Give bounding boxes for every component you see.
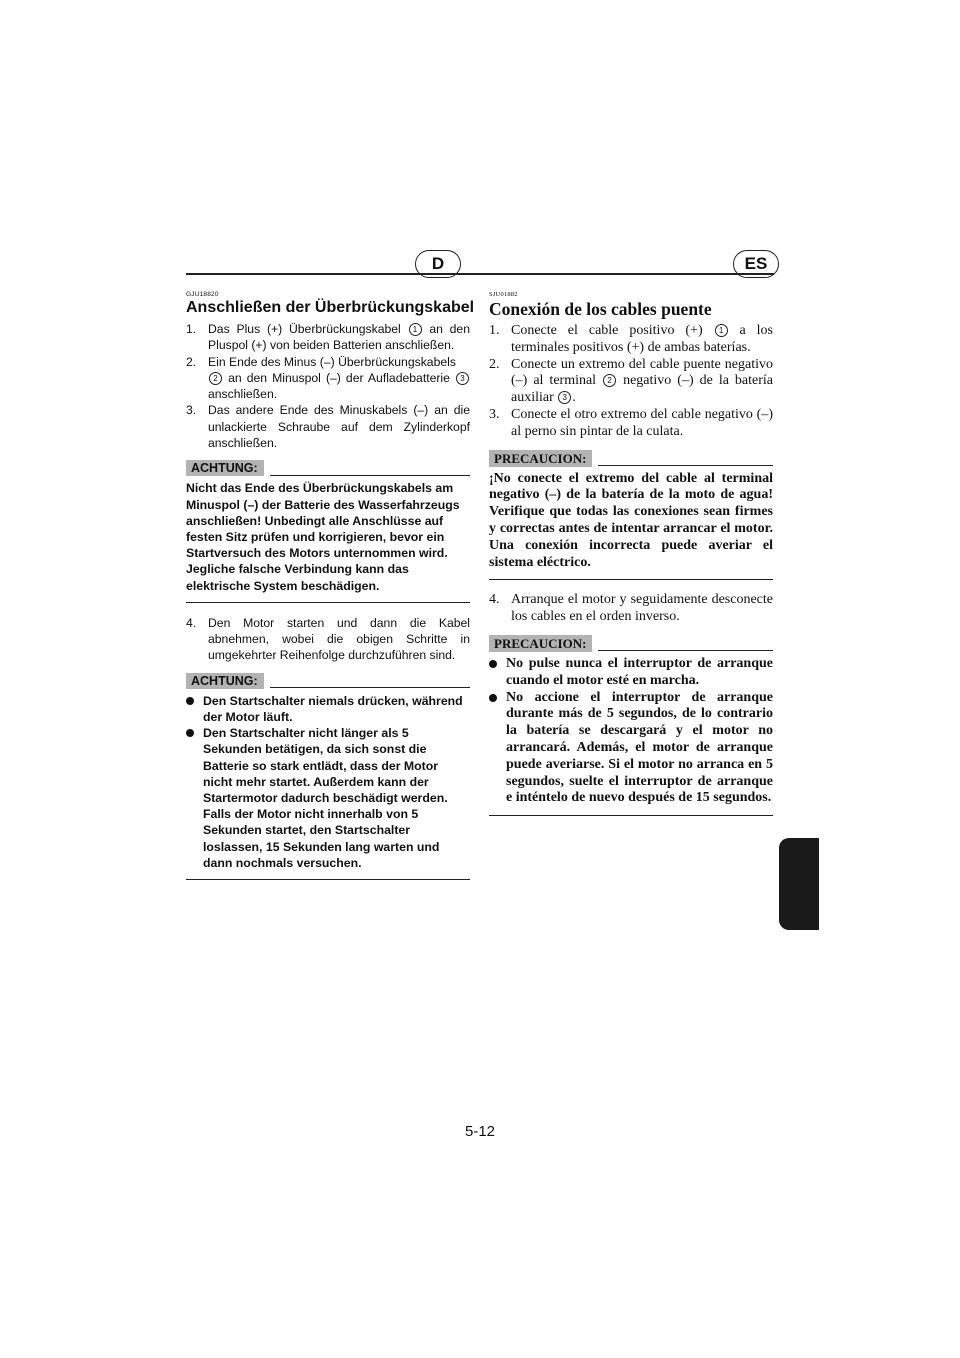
section-title: Conexión de los cables puente xyxy=(489,299,712,319)
bullet-dot-icon xyxy=(489,694,497,702)
step-1 xyxy=(186,321,470,354)
step-number: 1. xyxy=(489,323,500,338)
warning-end-rule xyxy=(489,579,773,580)
step-2 xyxy=(489,357,773,407)
warning-end-rule xyxy=(489,815,773,816)
step-number: 4. xyxy=(186,615,197,630)
section-code: SJU01882 xyxy=(489,291,518,298)
callout-marker: 3 xyxy=(456,372,469,385)
step-text: . xyxy=(572,390,576,406)
warning-label: ACHTUNG: xyxy=(186,460,264,476)
step-text: an den Pluspol (+) von beiden Batterien anschließen. xyxy=(208,322,470,353)
callout-marker: 2 xyxy=(209,372,222,385)
page-number: 5-12 xyxy=(464,1123,496,1140)
step-number: 1. xyxy=(186,322,197,336)
step-text: Conecte el cable positivo (+) xyxy=(511,323,714,338)
step-text: Ein Ende des Minus (–) Überbrückungskabels xyxy=(208,354,456,369)
step-text: Conecte un extremo del cable puente negativo (–) al terminal xyxy=(511,356,773,389)
step-text: an den Minuspol (–) der Aufladebatterie xyxy=(223,370,455,385)
step-2 xyxy=(186,354,470,403)
callout-marker: 1 xyxy=(409,323,422,336)
warning-rule xyxy=(270,475,470,476)
bullet-text: No accione el interruptor de arranque durante más de 5 segundos, de lo contrario la batería se descargará y el motor no arrancará. Además, el motor de arranque puede averiarse. Si el motor no arranca en 5 segundos, suelte el interruptor de arranque e inténtelo de nuevo después de 15 segundos. xyxy=(506,689,773,806)
bullet-text: No pulse nunca el interruptor de arranque cuando el motor esté en marcha. xyxy=(506,655,773,688)
warning-text: Nicht das Ende des Überbrückungskabels am Minuspol (–) der Batterie des Wasserfahrzeugs anschließen! Unbedingt alle Anschlüsse auf festen Sitz prüfen und korrigieren, bevor ein Startversuch des Motors unternommen wird. Jegliche falsche Verbindung kann das elektrische System beschädigen. xyxy=(186,481,460,593)
warning-rule xyxy=(598,650,773,651)
step-text: Den Motor starten und dann die Kabel abnehmen, wobei die obigen Schritte in umgekehrter Reihenfolge durchzuführen sind. xyxy=(208,615,470,663)
spanish-column xyxy=(489,287,773,828)
bullet-dot-icon xyxy=(186,729,194,737)
header-rule xyxy=(186,273,774,275)
step-number: 4. xyxy=(489,592,500,608)
warning-text: ¡No conecte el extremo del cable al terminal negativo (–) de la batería de la moto de agua! Verifique que todas las conexiones sean firmes y correctas antes de intentar arrancar el motor. Una conexión incorrecta puede averiar el sistema eléctrico. xyxy=(489,470,773,570)
step-1 xyxy=(489,323,773,357)
step-text: Conecte el otro extremo del cable negativo (–) al perno sin pintar de la culata. xyxy=(511,406,773,439)
warning-header xyxy=(489,450,773,467)
step-number: 3. xyxy=(489,406,500,422)
warning-header xyxy=(186,460,470,476)
warning-rule xyxy=(270,687,470,688)
step-4 xyxy=(489,592,773,626)
warning-end-rule xyxy=(186,602,470,603)
warning-label: PRECAUCION: xyxy=(489,635,592,652)
warning-label: ACHTUNG: xyxy=(186,673,264,689)
warning-bullets xyxy=(489,656,773,807)
language-badge-d: D xyxy=(415,250,461,278)
warning-bullet xyxy=(186,725,470,871)
chapter-side-tab xyxy=(779,838,819,930)
warning-header xyxy=(186,673,470,689)
section-title: Anschließen der Überbrückungskabel xyxy=(186,299,475,316)
german-column xyxy=(186,287,475,892)
warning-bullet xyxy=(489,656,773,690)
warning-bullet xyxy=(186,693,470,725)
step-3 xyxy=(186,402,470,451)
step-text: Das andere Ende des Minuskabels (–) an die unlackierte Schraube auf dem Zylinderkopf anschließen. xyxy=(208,403,470,451)
step-3 xyxy=(489,407,773,441)
step-number: 3. xyxy=(186,403,197,418)
callout-marker: 2 xyxy=(603,374,616,387)
bullet-text: Den Startschalter niemals drücken, während der Motor läuft. xyxy=(203,693,463,724)
warning-end-rule xyxy=(186,879,470,880)
section-code: GJU18820 xyxy=(186,291,219,298)
step-4 xyxy=(186,615,470,664)
step-number: 2. xyxy=(489,356,500,372)
bullet-text: Den Startschalter nicht länger als 5 Sekunden betätigen, da sich sonst die Batterie so stark entlädt, dass der Motor nicht mehr startet. Außerdem kann der Startermotor dadurch beschädigt werden. Falls der Motor nicht innerhalb von 5 Sekunden startet, den Startschalter loslassen, 15 Sekunden lang warten und dann nochmals versuchen. xyxy=(203,726,448,870)
step-number: 2. xyxy=(186,354,197,369)
step-text: negativo (–) de la batería auxiliar xyxy=(511,373,773,406)
language-badge-es: ES xyxy=(733,250,779,278)
callout-marker: 1 xyxy=(715,324,728,337)
step-text: Das Plus (+) Überbrückungskabel xyxy=(208,322,408,336)
bullet-dot-icon xyxy=(186,697,194,705)
step-text: anschließen. xyxy=(208,387,278,402)
warning-bullet xyxy=(489,690,773,808)
step-text: Arranque el motor y seguidamente desconecte los cables en el orden inverso. xyxy=(511,592,773,625)
warning-label: PRECAUCION: xyxy=(489,450,592,467)
step-text: a los terminales positivos (+) de ambas baterías. xyxy=(511,323,773,355)
bullet-dot-icon xyxy=(489,660,497,668)
warning-rule xyxy=(598,465,773,466)
warning-header xyxy=(489,635,773,652)
warning-bullets xyxy=(186,693,470,871)
callout-marker: 3 xyxy=(558,391,571,404)
